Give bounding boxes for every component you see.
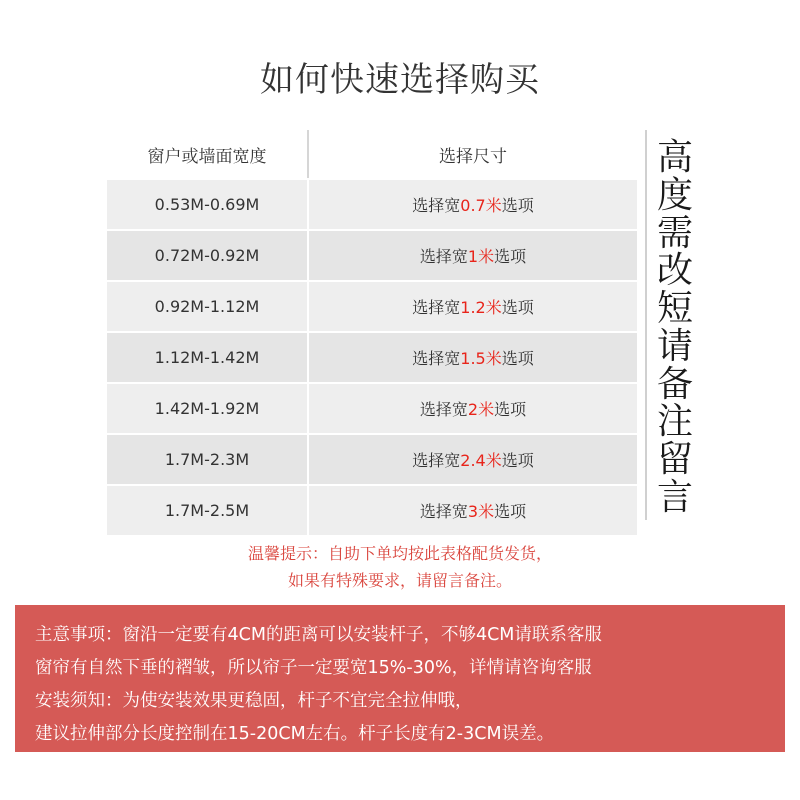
- table-row: [107, 280, 637, 331]
- table-row: [107, 331, 637, 382]
- size-value: 2米: [467, 400, 495, 419]
- size-prefix: 选择宽: [419, 400, 468, 419]
- table-row: [107, 178, 637, 229]
- size-prefix: 选择宽: [419, 502, 468, 521]
- table-row: [107, 484, 637, 535]
- table-row: [107, 229, 637, 280]
- size-value: 0.7米: [460, 196, 502, 215]
- table-row: [107, 433, 637, 484]
- row-size-choice: [307, 231, 637, 280]
- size-value: 1米: [467, 247, 495, 266]
- page-title: 如何快速选择购买: [260, 60, 540, 100]
- row-size-choice: [307, 282, 637, 331]
- size-value: 2.4米: [460, 451, 502, 470]
- side-note-char: 高: [656, 137, 693, 178]
- row-width-range: 0.92M-1.12M: [107, 282, 307, 331]
- size-suffix: 选项: [501, 196, 534, 215]
- header-size: 选择尺寸: [307, 130, 637, 178]
- size-value: 3米: [467, 502, 495, 521]
- side-note-char: 备: [656, 363, 693, 405]
- side-note-char: 短: [656, 288, 693, 330]
- size-prefix: 选择宽: [419, 247, 468, 266]
- size-value: 1.5米: [460, 349, 502, 368]
- header-width: 窗户或墙面宽度: [107, 130, 307, 178]
- size-table: [107, 130, 637, 535]
- notice-line-2: 窗帘有自然下垂的褶皱，所以帘子一定要宽15%-30%，详情请咨询客服: [35, 658, 592, 678]
- notice-line-4: 建议拉伸部分长度控制在15-20CM左右。杆子长度有2-3CM误差。: [35, 724, 555, 744]
- side-note-char: 留: [656, 439, 693, 481]
- size-suffix: 选项: [494, 247, 527, 266]
- notice-line-1: 主意事项：窗沿一定要有4CM的距离可以安装杆子，不够4CM请联系客服: [35, 625, 602, 645]
- table-row: [107, 382, 637, 433]
- size-suffix: 选项: [501, 298, 534, 317]
- size-suffix: 选项: [501, 349, 534, 368]
- row-size-choice: [307, 180, 637, 229]
- side-note-char: 注: [656, 401, 693, 443]
- row-size-choice: [307, 435, 637, 484]
- size-value: 1.2米: [460, 298, 502, 317]
- row-size-choice: [307, 384, 637, 433]
- side-note-char: 度: [656, 174, 693, 216]
- side-note-char: 改: [656, 250, 693, 292]
- notice-box: [15, 605, 785, 752]
- size-suffix: 选项: [501, 451, 534, 470]
- tip-line-2: 如果有特殊要求，请留言备注。: [287, 571, 512, 590]
- size-prefix: 选择宽: [412, 196, 461, 215]
- size-suffix: 选项: [494, 400, 527, 419]
- size-prefix: 选择宽: [412, 349, 461, 368]
- side-note: [645, 130, 703, 520]
- row-width-range: 1.12M-1.42M: [107, 333, 307, 382]
- size-prefix: 选择宽: [412, 451, 461, 470]
- side-note-char: 需: [656, 212, 693, 254]
- tip-line-1: 温馨提示：自助下单均按此表格配货发货，: [247, 544, 552, 563]
- side-note-char: 言: [656, 476, 693, 518]
- row-size-choice: [307, 333, 637, 382]
- row-width-range: 1.7M-2.3M: [107, 435, 307, 484]
- row-width-range: 1.42M-1.92M: [107, 384, 307, 433]
- row-width-range: 0.53M-0.69M: [107, 180, 307, 229]
- row-width-range: 0.72M-0.92M: [107, 231, 307, 280]
- notice-line-3: 安装须知：为使安装效果更稳固，杆子不宜完全拉伸哦，: [35, 691, 473, 711]
- row-width-range: 1.7M-2.5M: [107, 486, 307, 535]
- side-note-char: 请: [656, 325, 693, 367]
- size-prefix: 选择宽: [412, 298, 461, 317]
- row-size-choice: [307, 486, 637, 535]
- size-suffix: 选项: [494, 502, 527, 521]
- table-header-row: [107, 130, 637, 178]
